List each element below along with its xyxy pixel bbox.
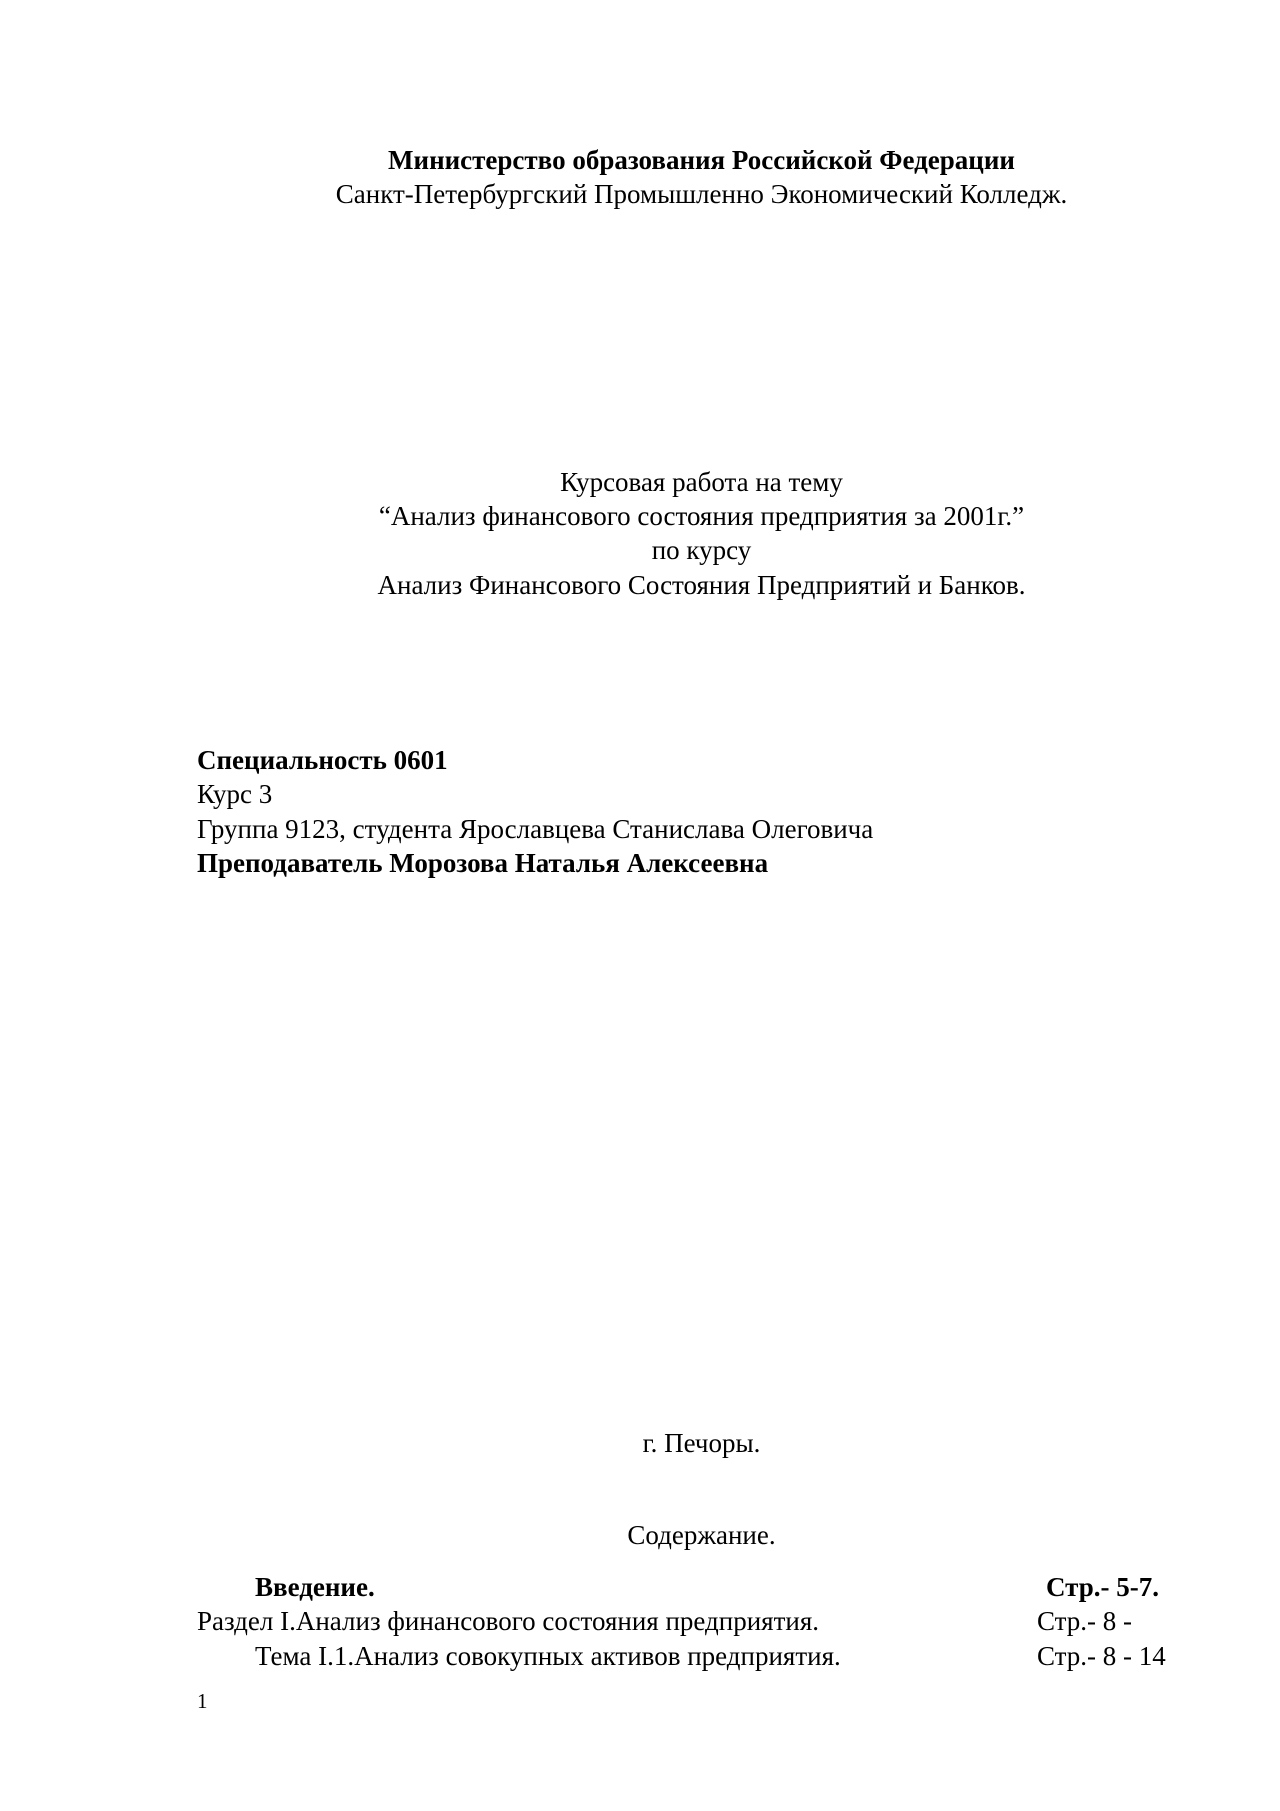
toc-item-title: Введение. (255, 1572, 375, 1602)
college-name: Санкт-Петербургский Промышленно Экономический Колледж. (335, 179, 1068, 209)
course-year: Курс 3 (197, 779, 273, 809)
toc-item-pages: Стр.- 8 - (1037, 1606, 1133, 1636)
student-group: Группа 9123, студента Ярославцева Станислава Олеговича (197, 814, 874, 844)
page-number: 1 (197, 1689, 208, 1713)
toc-item-pages: Стр.- 5-7. (1046, 1572, 1159, 1602)
toc-item-pages: Стр.- 8 - 14 (1037, 1641, 1166, 1671)
coursework-label: Курсовая работа на тему (560, 467, 843, 497)
toc-item-title: Раздел I.Анализ финансового состояния предприятия. (197, 1606, 820, 1636)
city: г. Печоры. (642, 1428, 761, 1458)
course-label: по курсу (651, 535, 752, 565)
course-name: Анализ Финансового Состояния Предприятий и Банков. (377, 570, 1026, 600)
contents-heading: Содержание. (627, 1520, 776, 1550)
ministry-heading: Министерство образования Российской Федерации (388, 145, 1015, 175)
specialty: Специальность 0601 (197, 745, 448, 775)
teacher-name: Преподаватель Морозова Наталья Алексеевна (197, 848, 769, 878)
toc-item-title: Тема I.1.Анализ совокупных активов предприятия. (255, 1641, 841, 1671)
coursework-topic: “Анализ финансового состояния предприятия за 2001г.” (378, 501, 1025, 531)
